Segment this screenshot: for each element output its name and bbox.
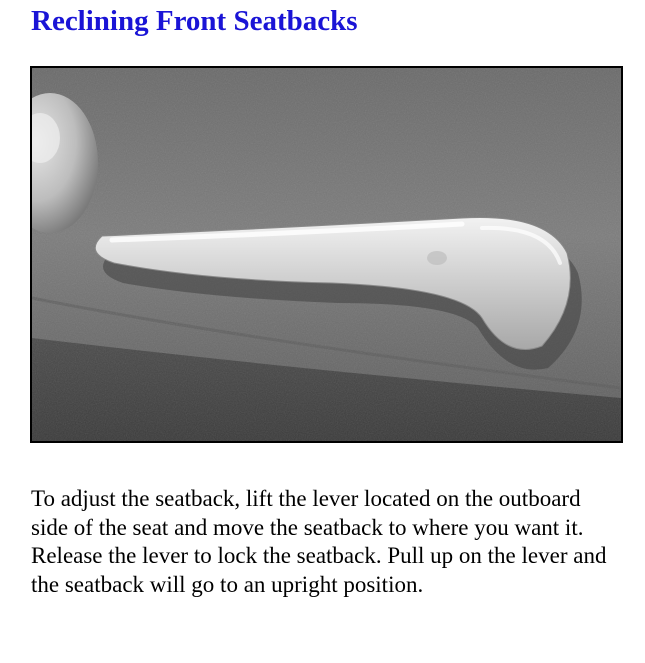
seatback-lever-photo: [30, 66, 623, 443]
page-title: Reclining Front Seatbacks: [31, 5, 358, 37]
instruction-paragraph: To adjust the seatback, lift the lever located on the outboard side of the seat and move the seatback to where you want it. Release the lever to lock the seatback. Pull up on the lever and the seatback will go to an upright position.: [31, 486, 607, 597]
recline-lever-icon: [32, 68, 621, 441]
